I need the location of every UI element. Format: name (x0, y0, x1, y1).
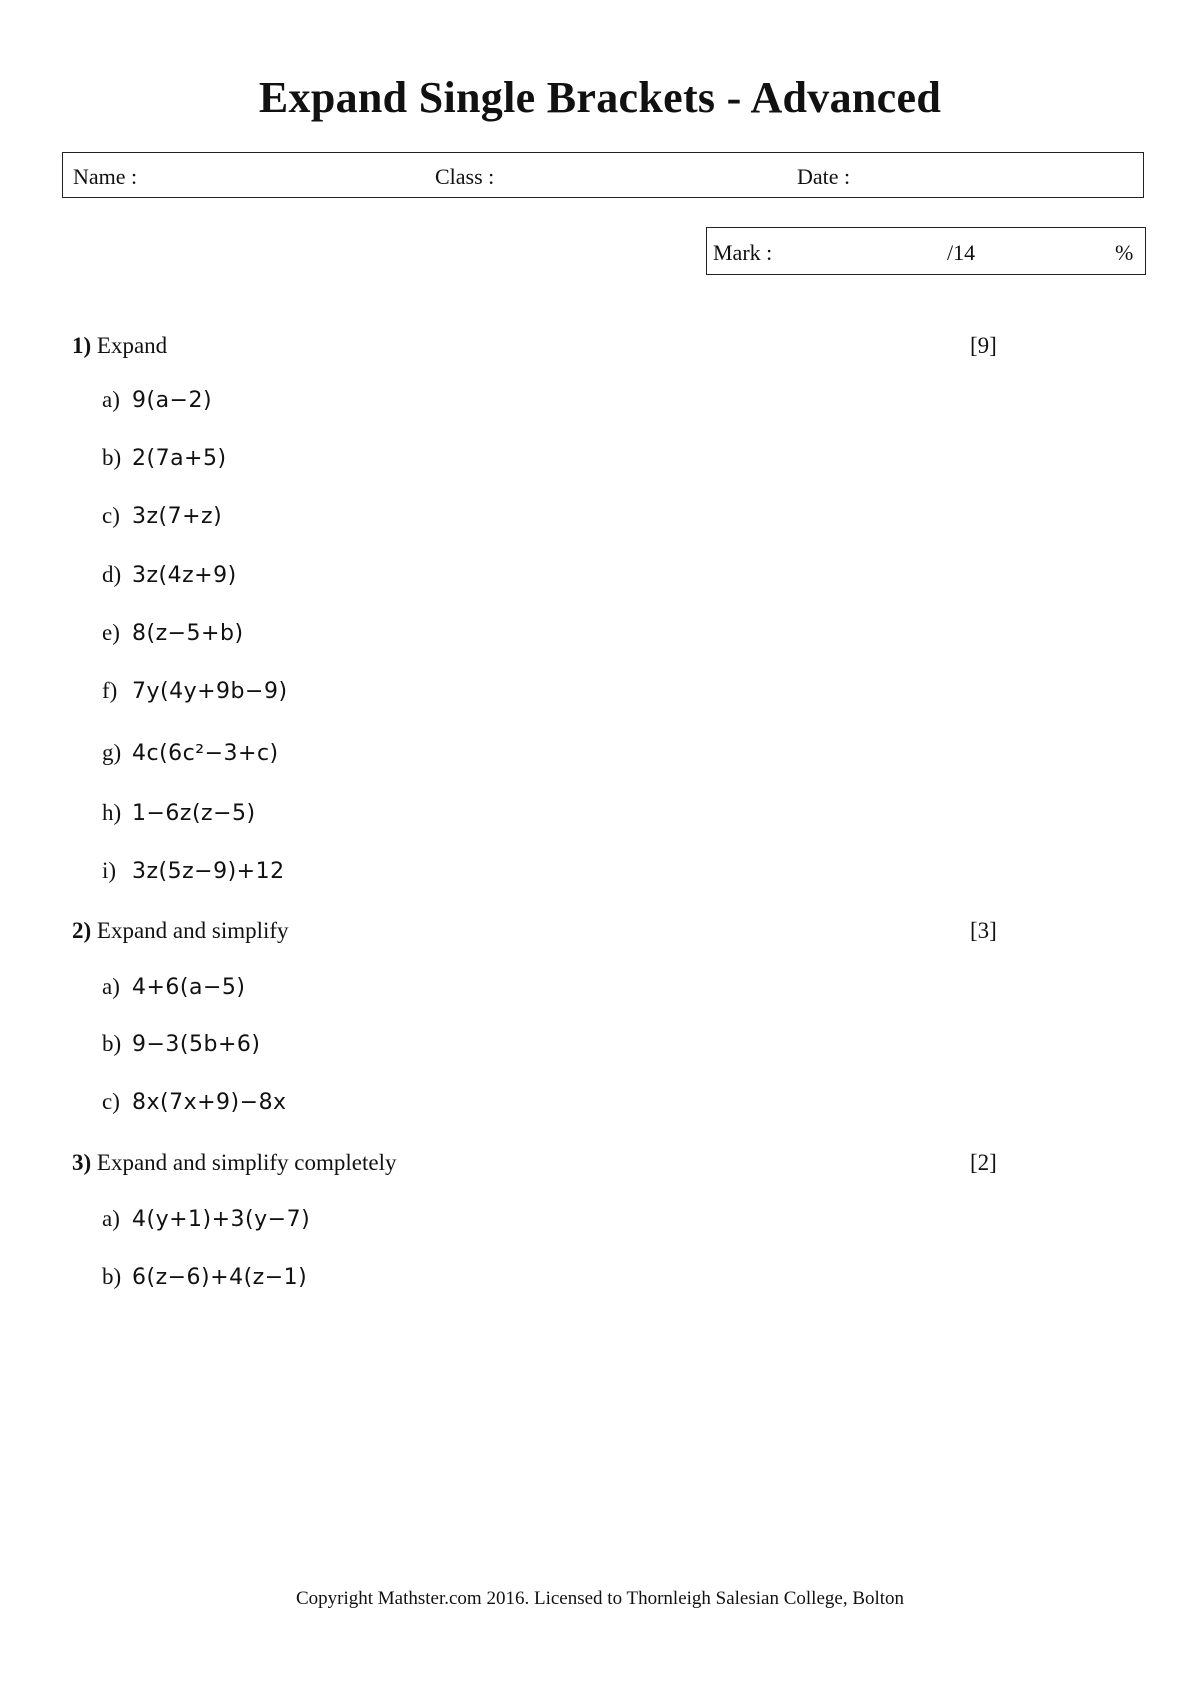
mark-total: /14 (947, 240, 976, 265)
question-part (102, 1264, 307, 1290)
question-part (102, 1031, 261, 1057)
mark-percent: % (1115, 240, 1134, 265)
part-label: c) (102, 503, 120, 528)
question-number: 1) (72, 333, 92, 358)
part-expression: 3z(5z−9)+12 (132, 859, 285, 884)
part-expression: 3z(4z+9) (132, 563, 237, 588)
question-instruction: Expand (96, 333, 168, 358)
name-label: Name : (73, 164, 138, 189)
part-label: b) (102, 1031, 122, 1056)
question-number: 2) (72, 918, 92, 943)
student-info-box (62, 152, 1144, 198)
question-part (102, 503, 222, 529)
mark-label: Mark : (713, 240, 773, 265)
question-1-heading (72, 333, 167, 359)
part-expression: 4c(6c²−3+c) (132, 741, 279, 766)
part-expression: 8(z−5+b) (132, 621, 244, 646)
worksheet-title: Expand Single Brackets - Advanced (258, 73, 942, 122)
question-part (102, 445, 227, 471)
part-expression: 9(a−2) (132, 388, 213, 413)
mark-box (706, 227, 1146, 275)
part-label: b) (102, 1264, 122, 1289)
question-part (102, 800, 256, 826)
part-label: c) (102, 1089, 120, 1114)
part-label: a) (102, 387, 120, 412)
question-part (102, 1206, 310, 1232)
part-label: d) (102, 562, 122, 587)
part-expression: 8x(7x+9)−8x (132, 1090, 287, 1115)
date-label: Date : (797, 164, 851, 189)
part-expression: 4(y+1)+3(y−7) (132, 1207, 311, 1232)
question-part (102, 740, 279, 766)
copyright-footer: Copyright Mathster.com 2016. Licensed to Thornleigh Salesian College, Bolton (295, 1588, 905, 1609)
question-3-marks: [2] (970, 1150, 997, 1175)
part-expression: 3z(7+z) (132, 504, 223, 529)
question-2-heading (72, 918, 289, 944)
question-2-marks: [3] (970, 918, 997, 943)
part-expression: 9−3(5b+6) (132, 1032, 261, 1057)
question-part (102, 387, 212, 413)
question-part (102, 620, 244, 646)
question-part (102, 858, 285, 884)
question-part (102, 1089, 287, 1115)
question-instruction: Expand and simplify completely (96, 1150, 397, 1175)
part-label: h) (102, 800, 122, 825)
part-label: f) (102, 678, 118, 703)
part-expression: 6(z−6)+4(z−1) (132, 1265, 308, 1290)
part-label: a) (102, 1206, 120, 1231)
part-label: e) (102, 620, 120, 645)
question-3-heading (72, 1150, 397, 1176)
part-expression: 2(7a+5) (132, 446, 227, 471)
part-label: g) (102, 740, 122, 765)
question-part (102, 678, 288, 704)
part-label: b) (102, 445, 122, 470)
part-label: a) (102, 974, 120, 999)
question-1-marks: [9] (970, 333, 997, 358)
part-label: i) (102, 858, 117, 883)
part-expression: 4+6(a−5) (132, 975, 246, 1000)
question-instruction: Expand and simplify (96, 918, 289, 943)
question-number: 3) (72, 1150, 92, 1175)
part-expression: 7y(4y+9b−9) (132, 679, 288, 704)
part-expression: 1−6z(z−5) (132, 801, 256, 826)
question-part (102, 562, 237, 588)
question-part (102, 974, 246, 1000)
class-label: Class : (435, 164, 495, 189)
